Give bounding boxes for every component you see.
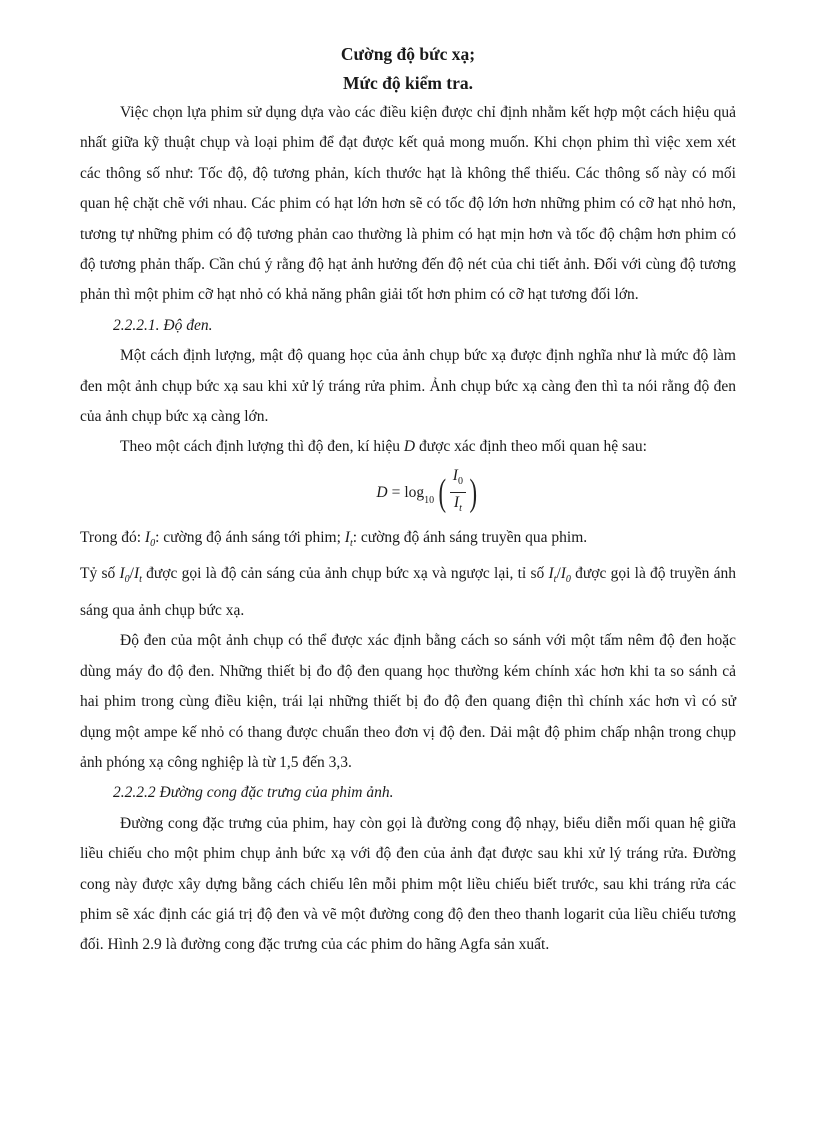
variable-I0 xyxy=(119,565,130,586)
density-formula-intro xyxy=(80,432,736,462)
text-run: : cường độ ánh sáng truyền qua phim. xyxy=(352,528,588,546)
numerator-var: I xyxy=(452,467,458,485)
var-letter: I xyxy=(344,528,350,546)
fraction-denominator xyxy=(454,493,462,518)
var-sub: t xyxy=(139,574,142,586)
formula-log-base: 10 xyxy=(424,494,435,506)
variable-It xyxy=(344,528,353,549)
variable-I0 xyxy=(560,565,571,586)
variable-It xyxy=(133,565,142,586)
text-run: Tỷ số xyxy=(80,565,120,583)
var-sub: t xyxy=(349,537,353,549)
right-paren: ) xyxy=(469,471,478,514)
var-sub: t xyxy=(553,574,557,586)
formula-legend xyxy=(80,523,736,560)
text-run: Trong đó: xyxy=(80,528,145,546)
left-paren: ( xyxy=(438,471,447,514)
var-letter: I xyxy=(119,565,125,583)
var-letter: I xyxy=(548,565,554,583)
formula-fraction xyxy=(450,467,466,518)
variable-I0 xyxy=(144,528,156,549)
formula-log xyxy=(404,483,435,506)
text-run: được gọi là độ truyền ánh sáng qua ảnh chụp bức xạ. xyxy=(80,565,736,619)
slash: / xyxy=(129,565,134,583)
variable-D: D xyxy=(403,438,416,456)
var-letter: I xyxy=(144,528,151,546)
characteristic-curve-paragraph: Đường cong đặc trưng của phim, hay còn gọi là đường cong độ nhạy, biểu diễn mối quan hệ giữa liều chiếu cho một phim chụp ảnh bức xạ với độ đen của ảnh đạt được sau khi xử lý tráng rửa. Đường cong này được xây dựng bằng cách chiếu lên mỗi phim một liều chiếu biết trước, sau khi tráng rửa các phim sẽ xác định các giá trị độ đen và vẽ một đường cong độ đen theo thanh logarit của liều chiếu tương đối. Hình 2.9 là đường cong đặc trưng của các phim do hãng Agfa sản xuất. xyxy=(80,814,736,954)
formula-func: log xyxy=(404,483,425,501)
text-run: Theo một cách định lượng thì độ đen, kí hiệu xyxy=(120,438,404,456)
section-heading-density: 2.2.2.1. Độ đen. xyxy=(113,316,213,334)
intro-paragraph: Việc chọn lựa phim sử dụng dựa vào các điều kiện được chỉ định nhằm kết hợp một cách hiệu quả nhất giữa kỹ thuật chụp và loại phim để đạt được kết quả mong muốn. Khi chọn phim thì việc xem xét các thông số như: Tốc độ, độ tương phản, kích thước hạt là không thể thiếu. Các thông số này có mối quan hệ chặt chẽ với nhau. Các phim có hạt lớn hơn sẽ có tốc độ lớn hơn những phim có cỡ hạt nhỏ hơn, tương tự những phim có độ tương phản cao thường là phim có hạt mịn hơn và tốc độ chậm hơn phim có độ tương phản thấp. Cần chú ý rằng độ hạt ảnh hưởng đến độ nét của chi tiết ảnh. Đối với cùng độ tương phản thì một phim cỡ hạt nhỏ có khả năng phân giải tốt hơn phim có cỡ hạt tương đối lớn. xyxy=(80,104,736,304)
section-heading-characteristic-curve: 2.2.2.2 Đường cong đặc trưng của phim ảnh. xyxy=(113,784,394,802)
var-sub: 0 xyxy=(124,574,130,586)
density-definition-paragraph: Một cách định lượng, mật độ quang học của ảnh chụp bức xạ được định nghĩa như là mức độ làm đen một ảnh chụp bức xạ sau khi xử lý tráng rửa phim. Ảnh chụp bức xạ càng đen thì ta nói rằng độ đen của ảnh chụp bức xạ càng lớn. xyxy=(80,347,736,426)
denominator-var: I xyxy=(453,494,460,512)
formula-equals: = xyxy=(391,483,401,501)
page-title-line-1: Cường độ bức xạ; xyxy=(340,44,476,64)
text-run: được gọi là độ cản sáng của ảnh chụp bức xạ và ngược lại, tỉ số xyxy=(141,565,549,583)
fraction-numerator xyxy=(450,467,466,493)
slash: / xyxy=(556,565,561,583)
text-run: được xác định theo mối quan hệ sau: xyxy=(415,438,647,456)
var-letter: I xyxy=(560,565,566,583)
numerator-sub: 0 xyxy=(457,476,463,488)
formula-lhs: D xyxy=(376,483,388,501)
var-letter: I xyxy=(133,565,140,583)
document-page xyxy=(80,40,736,961)
denominator-sub: t xyxy=(459,503,462,515)
densitometer-paragraph: Độ đen của một ảnh chụp có thể được xác định bằng cách so sánh với một tấm nêm độ đen hoặc dùng máy đo độ đen. Những thiết bị đo độ đen quang học thường kém chính xác hơn khi ta so sánh cả hai phim trong cùng điều kiện, trái lại những thiết bị đo độ đen quang điện thì chính xác hơn vì có sử dụng một ampe kế nhỏ có thang được chuẩn theo đơn vị độ đen. Dải mật độ phim chấp nhận trong chụp ảnh phóng xạ công nghiệp là từ 1,5 đến 3,3. xyxy=(80,632,736,771)
text-run: : cường độ ánh sáng tới phim; xyxy=(155,528,345,546)
var-sub: 0 xyxy=(150,537,156,549)
page-title-line-2: Mức độ kiểm tra. xyxy=(342,73,474,93)
density-formula xyxy=(120,463,736,523)
var-sub: 0 xyxy=(565,574,571,586)
ratio-paragraph xyxy=(80,559,736,626)
